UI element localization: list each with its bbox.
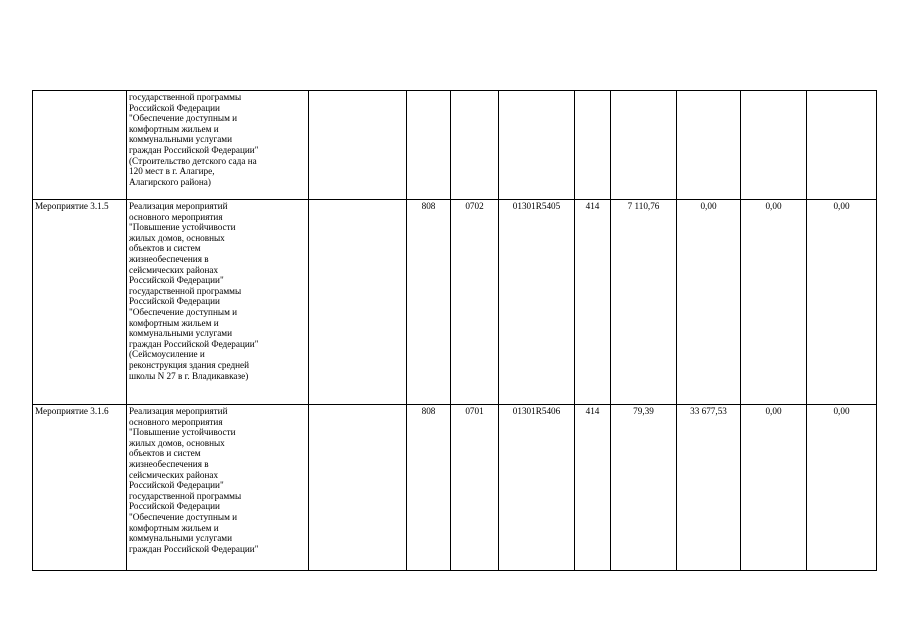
- description-line: "Обеспечение доступным и: [129, 306, 238, 317]
- year2-cell: 33 677,53: [677, 405, 741, 571]
- status-cell: [33, 91, 127, 200]
- description-line: сейсмических районах: [129, 264, 219, 275]
- year1-cell: 79,39: [611, 405, 677, 571]
- year4-cell: 0,00: [807, 200, 877, 405]
- description-line: комфортным жильем и: [129, 317, 219, 328]
- description-line: "Повышение устойчивости: [129, 222, 236, 233]
- description-line: "Обеспечение доступным и: [129, 113, 238, 124]
- description-line: Реализация мероприятий: [129, 201, 228, 211]
- vr-cell: 414: [575, 200, 611, 405]
- executor-cell: [309, 405, 407, 571]
- description-line: 120 мест в г. Алагире,: [129, 166, 215, 177]
- description-line: жизнеобеспечения в: [129, 458, 209, 469]
- description-line: Алагирского района): [129, 176, 211, 187]
- year3-cell: 0,00: [741, 200, 807, 405]
- year1-cell: [611, 91, 677, 200]
- description-line: государственной программы: [129, 92, 242, 102]
- table-row: [33, 91, 877, 200]
- description-line: основного мероприятия: [129, 211, 223, 222]
- csr-cell: 01301R5406: [499, 405, 575, 571]
- year2-cell: 0,00: [677, 200, 741, 405]
- executor-cell: [309, 91, 407, 200]
- description-cell: [127, 200, 309, 405]
- rzpr-cell: 0702: [451, 200, 499, 405]
- description-line: сейсмических районах: [129, 469, 219, 480]
- description-line: Российской Федерации": [129, 275, 224, 286]
- vr-cell: 414: [575, 405, 611, 571]
- description-line: объектов и систем: [129, 243, 201, 254]
- vr-cell: [575, 91, 611, 200]
- description-line: Российской Федерации: [129, 501, 220, 512]
- description-line: объектов и систем: [129, 448, 201, 459]
- csr-cell: [499, 91, 575, 200]
- rzpr-cell: 0701: [451, 405, 499, 571]
- year3-cell: 0,00: [741, 405, 807, 571]
- table-row: [33, 405, 877, 571]
- description-line: коммунальными услугами: [129, 533, 233, 544]
- grbs-cell: 808: [407, 405, 451, 571]
- description-line: (Сейсмоусиление и: [129, 349, 205, 360]
- budget-table: [32, 90, 877, 571]
- description-line: коммунальными услугами: [129, 134, 233, 145]
- description-line: реконструкция здания средней: [129, 359, 250, 370]
- description-line: жизнеобеспечения в: [129, 253, 209, 264]
- description-line: Реализация мероприятий: [129, 406, 228, 416]
- year4-cell: [807, 91, 877, 200]
- description-line: граждан Российской Федерации": [129, 144, 259, 155]
- description-line: коммунальными услугами: [129, 328, 233, 339]
- description-line: государственной программы: [129, 285, 242, 296]
- grbs-cell: 808: [407, 200, 451, 405]
- description-line: "Повышение устойчивости: [129, 427, 236, 438]
- grbs-cell: [407, 91, 451, 200]
- description-line: Российской Федерации: [129, 296, 220, 307]
- year4-cell: 0,00: [807, 405, 877, 571]
- description-cell: [127, 405, 309, 571]
- description-line: граждан Российской Федерации": [129, 338, 259, 349]
- description-line: Российской Федерации: [129, 102, 220, 113]
- table-body: [33, 91, 877, 571]
- description-line: граждан Российской Федерации": [129, 543, 259, 554]
- table-row: [33, 200, 877, 405]
- status-cell: Мероприятие 3.1.5: [33, 200, 127, 405]
- description-line: жилых домов, основных: [129, 232, 225, 243]
- description-line: комфортным жильем и: [129, 522, 219, 533]
- year2-cell: [677, 91, 741, 200]
- description-cell: [127, 91, 309, 200]
- description-line: школы N 27 в г. Владикавказе): [129, 370, 249, 381]
- rzpr-cell: [451, 91, 499, 200]
- description-line: жилых домов, основных: [129, 437, 225, 448]
- description-line: (Строительство детского сада на: [129, 155, 257, 166]
- description-line: комфортным жильем и: [129, 123, 219, 134]
- executor-cell: [309, 200, 407, 405]
- year3-cell: [741, 91, 807, 200]
- year1-cell: 7 110,76: [611, 200, 677, 405]
- description-line: основного мероприятия: [129, 416, 223, 427]
- csr-cell: 01301R5405: [499, 200, 575, 405]
- description-line: "Обеспечение доступным и: [129, 511, 238, 522]
- description-line: Российской Федерации": [129, 480, 224, 491]
- status-cell: Мероприятие 3.1.6: [33, 405, 127, 571]
- description-line: государственной программы: [129, 490, 242, 501]
